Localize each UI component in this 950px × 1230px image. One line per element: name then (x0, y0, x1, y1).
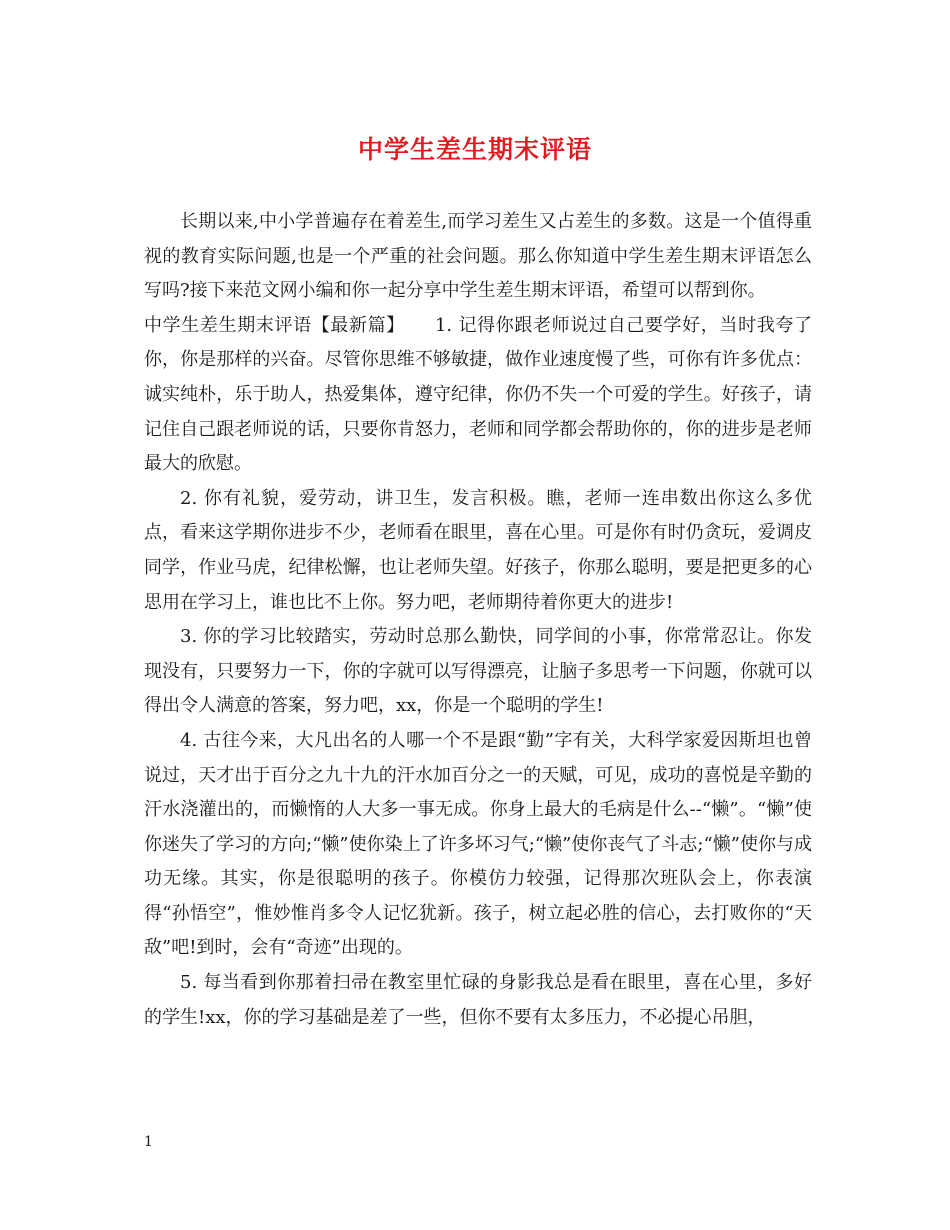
comment-item-3: 3. 你的学习比较踏实，劳动时总那么勤快，同学间的小事，你常常忍让。你发现没有，只要努力一下，你的字就可以写得漂亮，让脑子多思考一下问题，你就可以得出令人满意的答案，努力吧，xx，你是一个聪明的学生! (144, 626, 812, 717)
comment-item-4: 4. 古往今来，大凡出名的人哪一个不是跟“勤”字有关，大科学家爱因斯坦也曾说过，天才出于百分之九十九的汗水加百分之一的天赋，可见，成功的喜悦是辛勤的汗水浇灌出的，而懒惰的人大多一事无成。你身上最大的毛病是什么--“懒”。“懒”使你迷失了学习的方向;“懒”使你染上了许多坏习气;“懒”使你丧气了斗志;“懒”使你与成功无缘。其实，你是很聪明的孩子。你模仿力较强，记得那次班队会上，你表演得“孙悟空”，惟妙惟肖多令人记忆犹新。孩子，树立起必胜的信心，去打败你的“天敌”吧!到时，会有“奇迹”出现的。 (144, 729, 812, 959)
page-number: 1 (144, 1134, 153, 1150)
section-heading: 中学生差生期末评语【最新篇】 (144, 314, 405, 336)
document-title: 中学生差生期末评语 (357, 135, 592, 164)
first-comment-paragraph (144, 309, 812, 482)
comment-item-2: 2. 你有礼貌，爱劳动，讲卫生，发言积极。瞧，老师一连串数出你这么多优点，看来这学期你进步不少，老师看在眼里，喜在心里。可是你有时仍贪玩，爱调皮同学，作业马虎，纪律松懈，也让老师失望。好孩子，你那么聪明，要是把更多的心思用在学习上，谁也比不上你。努力吧，老师期待着你更大的进步! (144, 487, 812, 613)
intro-paragraph: 长期以来,中小学普遍存在着差生,而学习差生又占差生的多数。这是一个值得重视的教育实际问题,也是一个严重的社会问题。那么你知道中学生差生期末评语怎么写吗?接下来范文网小编和你一起分享中学生差生期末评语，希望可以帮到你。 (144, 211, 812, 302)
comment-item-5: 5. 每当看到你那着扫帚在教室里忙碌的身影我总是看在眼里，喜在心里，多好的学生!xx，你的学习基础是差了一些，但你不要有太多压力，不必提心吊胆， (144, 972, 812, 1028)
comment-item-1: 1. 记得你跟老师说过自己要学好，当时我夸了你，你是那样的兴奋。尽管你思维不够敏捷，做作业速度慢了些，可你有许多优点：诚实纯朴，乐于助人，热爱集体，遵守纪律，你仍不失一个可爱的学生。好孩子，请记住自己跟老师说的话，只要你肯怒力，老师和同学都会帮助你的，你的进步是老师最大的欣慰。 (144, 314, 812, 475)
document-body (144, 205, 812, 1035)
